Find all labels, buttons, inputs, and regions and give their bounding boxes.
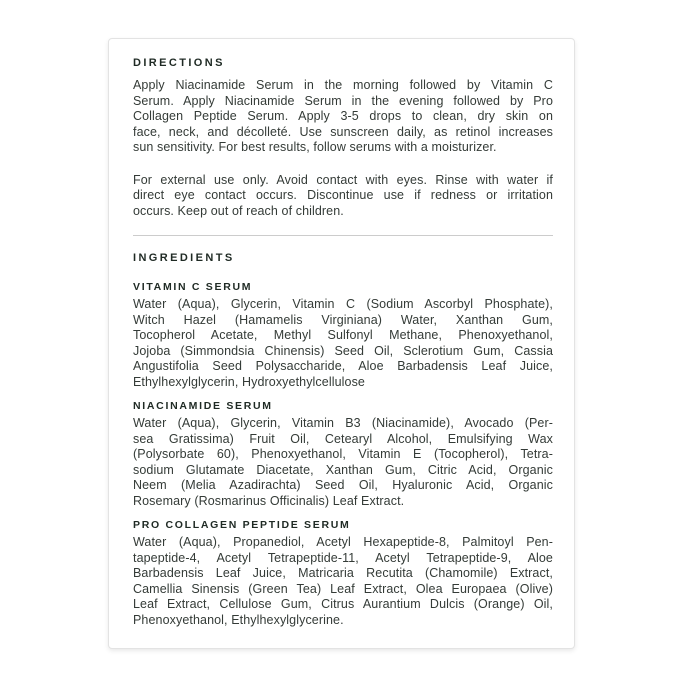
text-line: (Polysorbate 60), Phenoxyethanol, Vitamin E (Tocopherol), Tetra- bbox=[133, 447, 553, 461]
ingredient-section-pro-collagen-peptide-serum bbox=[133, 519, 553, 628]
text-line: Apply Niacinamide Serum in the morning followed by Vitamin C bbox=[133, 78, 553, 92]
text-line: Rosemary (Rosmarinus Officinalis) Leaf Extract. bbox=[133, 493, 405, 508]
text-line: Camellia Sinensis (Green Tea) Leaf Extract, Olea Europaea (Olive) bbox=[133, 581, 553, 596]
text-line: Phenoxyethanol, Ethylhexylglycerine. bbox=[133, 612, 344, 627]
text-line: Water (Aqua), Propanediol, Acetyl Hexapeptide-8, Palmitoyl Pen- bbox=[133, 535, 553, 549]
text-line: Jojoba (Simmondsia Chinensis) Seed Oil, Sclerotium Gum, Cassia bbox=[133, 343, 553, 358]
text-line: Witch Hazel (Hamamelis Virginiana) Water, Xanthan Gum, bbox=[133, 312, 553, 327]
text-line: sea Gratissima) Fruit Oil, Cetearyl Alcohol, Emulsifying Wax bbox=[133, 431, 553, 446]
ingredients-heading: INGREDIENTS bbox=[133, 252, 235, 264]
text-line: Leaf Extract, Cellulose Gum, Citrus Aurantium Dulcis (Orange) Oil, bbox=[133, 597, 553, 611]
section-divider bbox=[133, 235, 553, 236]
text-line: Angustifolia Seed Polysaccharide, Aloe Barbadensis Leaf Juice, bbox=[133, 359, 553, 373]
text-line: sodium Glutamate Diacetate, Xanthan Gum, Citric Acid, Organic bbox=[133, 462, 553, 477]
directions-usage-paragraph bbox=[133, 78, 553, 156]
niacinamide-serum-ingredients bbox=[133, 416, 553, 509]
text-line: Barbadensis Leaf Juice, Matricaria Recutita (Chamomile) Extract, bbox=[133, 566, 553, 580]
text-line: direct eye contact occurs. Discontinue use if redness or irritation bbox=[133, 188, 553, 202]
ingredient-section-vitamin-c-serum bbox=[133, 281, 553, 390]
text-line: face, neck, and décolleté. Use sunscreen daily, as retinol increases bbox=[133, 124, 553, 139]
directions-heading: DIRECTIONS bbox=[133, 57, 225, 69]
text-line: Water (Aqua), Glycerin, Vitamin B3 (Niacinamide), Avocado (Per- bbox=[133, 416, 553, 430]
directions-warning-paragraph bbox=[133, 173, 553, 220]
ingredient-section-niacinamide-serum bbox=[133, 400, 553, 509]
text-line: sun sensitivity. For best results, follow serums with a moisturizer. bbox=[133, 140, 497, 154]
pro-collagen-peptide-serum-heading: PRO COLLAGEN PEPTIDE SERUM bbox=[133, 519, 351, 531]
text-line: Neem (Melia Azadirachta) Seed Oil, Hyaluronic Acid, Organic bbox=[133, 478, 553, 492]
product-info-card bbox=[108, 38, 575, 649]
vitamin-c-serum-ingredients bbox=[133, 297, 553, 390]
text-line: Ethylhexylglycerin, Hydroxyethylcellulose bbox=[133, 374, 365, 389]
niacinamide-serum-heading: NIACINAMIDE SERUM bbox=[133, 400, 273, 412]
vitamin-c-serum-heading: VITAMIN C SERUM bbox=[133, 281, 253, 293]
text-line: tapeptide-4, Acetyl Tetrapeptide-11, Acetyl Tetrapeptide-9, Aloe bbox=[133, 550, 553, 565]
text-line: occurs. Keep out of reach of children. bbox=[133, 203, 344, 218]
pro-collagen-peptide-serum-ingredients bbox=[133, 535, 553, 628]
text-line: Serum. Apply Niacinamide Serum in the evening followed by Pro bbox=[133, 93, 553, 108]
text-line: Collagen Peptide Serum. Apply 3-5 drops to clean, dry skin on bbox=[133, 109, 553, 123]
text-line: Tocopherol Acetate, Methyl Sulfonyl Methane, Phenoxyethanol, bbox=[133, 328, 553, 342]
text-line: For external use only. Avoid contact with eyes. Rinse with water if bbox=[133, 172, 553, 187]
text-line: Water (Aqua), Glycerin, Vitamin C (Sodium Ascorbyl Phosphate), bbox=[133, 297, 553, 311]
